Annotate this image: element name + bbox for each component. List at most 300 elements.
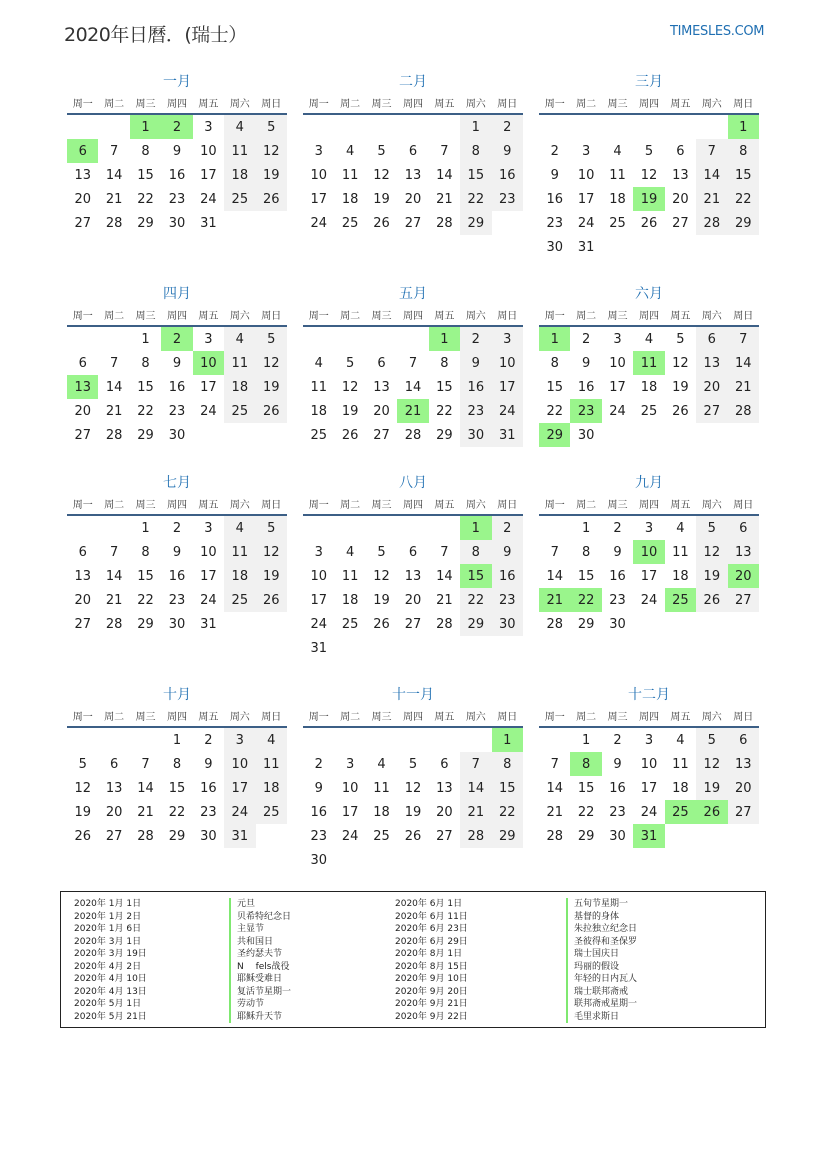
day-cell: 5 <box>676 331 685 347</box>
site-link[interactable]: TIMESLES.COM <box>670 24 765 39</box>
holiday-day-cell: 2 <box>161 327 192 351</box>
day-cell: 1 <box>581 520 591 536</box>
month-name: 十月 <box>163 687 191 703</box>
weekday-label: 周五 <box>434 310 455 322</box>
day-cell: 21 <box>105 403 123 419</box>
empty-cell <box>665 115 696 139</box>
day-cell: 27 <box>404 215 422 231</box>
day-cell: 4 <box>676 520 685 536</box>
day-cell: 26 <box>696 588 727 612</box>
weekday-label: 周日 <box>261 98 282 110</box>
day-cell: 14 <box>436 167 453 183</box>
day-cell: 15 <box>546 379 563 395</box>
weekday-label: 周三 <box>371 310 392 322</box>
weekday-label: 周六 <box>701 711 722 723</box>
day-cell: 28 <box>728 399 759 423</box>
holiday-day-cell: 23 <box>570 399 601 423</box>
weekday-label: 周二 <box>104 711 125 723</box>
weekday-header <box>67 704 287 728</box>
day-cell: 3 <box>224 728 255 752</box>
day-cell: 21 <box>105 191 123 207</box>
holiday-day-cell: 29 <box>539 423 570 447</box>
day-cell: 9 <box>314 780 323 796</box>
weekday-label: 周日 <box>261 499 282 511</box>
day-cell: 18 <box>310 403 327 419</box>
day-cell: 3 <box>492 327 523 351</box>
day-cell: 24 <box>224 800 255 824</box>
holiday-day-cell: 20 <box>728 564 759 588</box>
weekday-label: 周日 <box>733 98 754 110</box>
weekday-label: 周二 <box>576 98 597 110</box>
day-cell: 22 <box>137 592 154 608</box>
day-cell: 12 <box>672 355 689 371</box>
day-cell: 29 <box>436 427 453 443</box>
day-cell: 10 <box>609 355 626 371</box>
day-cell: 22 <box>168 804 186 820</box>
day-cell: 10 <box>200 544 217 560</box>
month-block <box>303 474 523 660</box>
day-cell: 8 <box>440 355 449 371</box>
holiday-name: 劳动节 <box>229 998 291 1011</box>
day-cell: 25 <box>310 427 327 443</box>
empty-cell <box>98 327 129 351</box>
weekday-label: 周三 <box>135 310 156 322</box>
day-cell: 17 <box>640 780 658 796</box>
weekday-label: 周日 <box>497 711 518 723</box>
holiday-date: 2020年 9月 10日 <box>395 974 468 984</box>
empty-cell <box>98 728 129 752</box>
day-cell: 12 <box>640 167 658 183</box>
weekday-label: 周六 <box>229 98 250 110</box>
day-cell: 8 <box>460 139 491 163</box>
weekday-label: 周六 <box>465 98 486 110</box>
holiday-date: 2020年 9月 22日 <box>395 1011 468 1022</box>
day-cell: 25 <box>256 800 287 824</box>
month-block <box>303 686 523 872</box>
weekday-header <box>67 91 287 115</box>
day-cell: 27 <box>373 427 390 443</box>
day-cell: 1 <box>460 115 491 139</box>
weekday-label: 周一 <box>544 310 565 322</box>
day-cell: 17 <box>224 776 255 800</box>
day-cell: 15 <box>577 780 595 796</box>
day-cell: 4 <box>224 115 255 139</box>
day-cell: 28 <box>105 616 123 632</box>
month-name: 七月 <box>163 475 191 491</box>
day-cell: 24 <box>200 403 217 419</box>
day-cell: 25 <box>341 616 359 632</box>
day-cell: 12 <box>256 139 287 163</box>
day-cell: 5 <box>644 143 654 159</box>
day-cell: 16 <box>168 568 186 584</box>
weekday-label: 周五 <box>670 310 691 322</box>
day-cell: 8 <box>550 355 559 371</box>
holiday-date: 2020年 8月 15日 <box>395 961 468 972</box>
day-cell: 30 <box>168 427 186 443</box>
month-name: 六月 <box>635 286 663 302</box>
day-cell: 27 <box>672 215 689 231</box>
day-cell: 29 <box>492 824 523 848</box>
day-cell: 8 <box>172 756 182 772</box>
day-cell: 6 <box>408 544 418 560</box>
holiday-day-cell: 15 <box>460 564 491 588</box>
weekday-label: 周二 <box>576 711 597 723</box>
weekday-label: 周四 <box>166 310 187 322</box>
day-cell: 17 <box>310 191 327 207</box>
day-cell: 30 <box>168 215 186 231</box>
day-cell: 28 <box>137 828 154 844</box>
day-cell: 30 <box>546 239 563 255</box>
holiday-name: 复活节星期一 <box>229 986 291 999</box>
day-cell: 9 <box>492 540 523 564</box>
day-cell: 13 <box>373 379 390 395</box>
holiday-day-cell: 1 <box>728 115 759 139</box>
day-cell: 9 <box>172 544 182 560</box>
day-cell: 24 <box>200 191 217 207</box>
month-block <box>67 474 287 636</box>
day-grid <box>303 327 523 447</box>
day-cell: 21 <box>728 375 759 399</box>
holiday-date: 2020年 6月 1日 <box>395 899 463 909</box>
day-cell: 4 <box>644 331 654 347</box>
weekday-header <box>303 303 523 327</box>
day-cell: 2 <box>613 732 622 748</box>
weekday-label: 周四 <box>166 98 187 110</box>
day-cell: 6 <box>440 756 449 772</box>
holiday-day-cell: 6 <box>67 139 98 163</box>
weekday-label: 周四 <box>402 310 423 322</box>
weekday-label: 周三 <box>607 310 628 322</box>
weekday-label: 周六 <box>465 711 486 723</box>
day-cell: 22 <box>577 804 595 820</box>
holiday-date: 2020年 6月 23日 <box>395 924 468 934</box>
day-cell: 22 <box>728 187 759 211</box>
day-cell: 16 <box>168 167 186 183</box>
holiday-day-cell: 19 <box>633 187 664 211</box>
empty-cell <box>570 115 601 139</box>
day-cell: 29 <box>577 616 595 632</box>
day-cell: 14 <box>404 379 422 395</box>
day-cell: 11 <box>224 540 255 564</box>
day-cell: 1 <box>172 732 182 748</box>
holiday-day-cell: 2 <box>161 115 192 139</box>
weekday-header <box>303 91 523 115</box>
weekday-header <box>67 303 287 327</box>
weekday-label: 周五 <box>198 711 219 723</box>
day-cell: 11 <box>224 351 255 375</box>
weekday-label: 周一 <box>544 711 565 723</box>
empty-cell <box>366 728 397 752</box>
day-cell: 24 <box>492 399 523 423</box>
month-block <box>539 686 759 848</box>
holiday-day-cell: 1 <box>460 516 491 540</box>
holiday-date: 2020年 4月 13日 <box>74 986 147 997</box>
holiday-name: 耶稣受难日 <box>229 973 291 986</box>
day-cell: 16 <box>577 379 595 395</box>
day-cell: 27 <box>105 828 123 844</box>
weekday-label: 周一 <box>544 98 565 110</box>
day-cell: 15 <box>137 379 154 395</box>
holiday-date: 2020年 5月 1日 <box>74 999 142 1009</box>
day-cell: 3 <box>644 732 654 748</box>
empty-cell <box>397 115 428 139</box>
day-cell: 5 <box>696 728 727 752</box>
day-cell: 6 <box>78 355 87 371</box>
day-cell: 2 <box>613 520 622 536</box>
day-grid <box>303 728 523 872</box>
holiday-dates-right <box>395 898 468 1023</box>
day-cell: 12 <box>696 752 727 776</box>
empty-cell <box>98 516 129 540</box>
day-cell: 3 <box>314 143 323 159</box>
day-grid <box>67 728 287 848</box>
holiday-day-cell: 10 <box>633 540 664 564</box>
weekday-header <box>539 492 759 516</box>
day-cell: 27 <box>74 215 91 231</box>
day-cell: 21 <box>137 804 154 820</box>
day-cell: 22 <box>460 588 491 612</box>
month-block <box>539 474 759 636</box>
day-cell: 20 <box>74 403 91 419</box>
day-cell: 9 <box>172 143 182 159</box>
day-cell: 16 <box>546 191 563 207</box>
weekday-label: 周四 <box>638 499 659 511</box>
holiday-names-left <box>229 898 291 1023</box>
day-cell: 27 <box>728 800 759 824</box>
day-cell: 9 <box>581 355 591 371</box>
day-cell: 6 <box>109 756 119 772</box>
weekday-label: 周五 <box>670 711 691 723</box>
weekday-header <box>67 492 287 516</box>
weekday-label: 周六 <box>701 310 722 322</box>
day-cell: 15 <box>728 163 759 187</box>
day-cell: 7 <box>728 327 759 351</box>
holiday-name: 联邦斋戒星期一 <box>566 998 637 1011</box>
day-cell: 13 <box>74 167 91 183</box>
holiday-date: 2020年 9月 20日 <box>395 986 468 997</box>
day-cell: 18 <box>224 564 255 588</box>
day-cell: 13 <box>728 752 759 776</box>
holiday-name: 年轻的日内瓦人 <box>566 973 637 986</box>
day-cell: 13 <box>436 780 453 796</box>
weekday-label: 周四 <box>402 98 423 110</box>
day-cell: 12 <box>341 379 359 395</box>
day-cell: 2 <box>492 115 523 139</box>
day-cell: 1 <box>141 520 150 536</box>
day-cell: 6 <box>676 143 685 159</box>
day-cell: 4 <box>676 732 685 748</box>
day-cell: 23 <box>609 592 626 608</box>
day-cell: 28 <box>546 616 563 632</box>
empty-cell <box>67 115 98 139</box>
day-cell: 29 <box>168 828 186 844</box>
holiday-list <box>60 891 766 1028</box>
day-grid <box>539 327 759 447</box>
day-cell: 18 <box>672 568 689 584</box>
month-name: 五月 <box>399 286 427 302</box>
day-cell: 31 <box>200 616 217 632</box>
day-cell: 16 <box>168 379 186 395</box>
day-cell: 20 <box>696 375 727 399</box>
holiday-date: 2020年 9月 21日 <box>395 999 468 1009</box>
day-cell: 25 <box>640 403 658 419</box>
weekday-label: 周六 <box>701 98 722 110</box>
day-cell: 14 <box>546 780 563 796</box>
day-cell: 26 <box>74 828 91 844</box>
weekday-label: 周五 <box>434 499 455 511</box>
day-cell: 20 <box>74 191 91 207</box>
day-cell: 28 <box>546 828 563 844</box>
day-cell: 31 <box>492 423 523 447</box>
day-cell: 12 <box>74 780 91 796</box>
day-cell: 25 <box>224 588 255 612</box>
weekday-label: 周五 <box>198 98 219 110</box>
day-cell: 18 <box>373 804 390 820</box>
day-cell: 3 <box>581 143 591 159</box>
weekday-label: 周一 <box>72 499 93 511</box>
day-cell: 3 <box>204 331 213 347</box>
month-name: 一月 <box>163 74 191 90</box>
holiday-day-cell: 1 <box>539 327 570 351</box>
day-cell: 16 <box>609 780 626 796</box>
holiday-name: 主显节 <box>229 923 291 936</box>
day-cell: 26 <box>373 616 390 632</box>
month-name: 九月 <box>635 475 663 491</box>
day-cell: 6 <box>696 327 727 351</box>
day-cell: 18 <box>224 375 255 399</box>
day-cell: 15 <box>460 163 491 187</box>
day-cell: 24 <box>310 215 327 231</box>
holiday-day-cell: 11 <box>633 351 664 375</box>
day-cell: 30 <box>200 828 217 844</box>
day-cell: 3 <box>644 520 654 536</box>
empty-cell <box>366 516 397 540</box>
day-cell: 7 <box>550 756 559 772</box>
day-cell: 11 <box>672 756 689 772</box>
day-cell: 13 <box>728 540 759 564</box>
weekday-header <box>303 492 523 516</box>
month-name: 二月 <box>399 74 427 90</box>
holiday-name: 贝希特纪念日 <box>229 911 291 924</box>
holiday-names-right <box>566 898 637 1023</box>
weekday-label: 周三 <box>607 711 628 723</box>
month-block <box>539 73 759 259</box>
day-cell: 15 <box>436 379 453 395</box>
day-cell: 5 <box>377 544 386 560</box>
day-cell: 21 <box>696 187 727 211</box>
day-grid <box>303 516 523 660</box>
empty-cell <box>334 516 365 540</box>
weekday-label: 周六 <box>465 310 486 322</box>
day-cell: 2 <box>460 327 491 351</box>
day-cell: 10 <box>224 752 255 776</box>
holiday-name: 元旦 <box>229 898 291 911</box>
day-cell: 11 <box>609 167 626 183</box>
day-cell: 28 <box>105 427 123 443</box>
day-cell: 8 <box>460 540 491 564</box>
day-cell: 23 <box>460 399 491 423</box>
day-cell: 26 <box>404 828 422 844</box>
empty-cell <box>460 728 491 752</box>
day-cell: 9 <box>613 756 622 772</box>
day-cell: 18 <box>341 191 359 207</box>
day-cell: 2 <box>492 516 523 540</box>
day-cell: 25 <box>341 215 359 231</box>
weekday-label: 周四 <box>638 711 659 723</box>
day-cell: 23 <box>168 191 186 207</box>
empty-cell <box>67 728 98 752</box>
day-cell: 22 <box>460 187 491 211</box>
empty-cell <box>98 115 129 139</box>
day-cell: 26 <box>672 403 689 419</box>
weekday-label: 周二 <box>104 310 125 322</box>
holiday-day-cell: 31 <box>633 824 664 848</box>
day-cell: 19 <box>341 403 359 419</box>
weekday-label: 周四 <box>402 499 423 511</box>
day-cell: 18 <box>672 780 689 796</box>
empty-cell <box>366 115 397 139</box>
day-cell: 20 <box>404 191 422 207</box>
day-cell: 5 <box>256 327 287 351</box>
day-cell: 2 <box>314 756 323 772</box>
day-cell: 22 <box>546 403 563 419</box>
day-cell: 19 <box>373 592 390 608</box>
weekday-label: 周日 <box>497 98 518 110</box>
weekday-label: 周五 <box>434 98 455 110</box>
day-cell: 1 <box>581 732 591 748</box>
day-cell: 14 <box>546 568 563 584</box>
day-cell: 14 <box>105 167 123 183</box>
day-cell: 14 <box>137 780 154 796</box>
holiday-name: 五旬节星期一 <box>566 898 637 911</box>
month-name: 八月 <box>399 475 427 491</box>
day-cell: 29 <box>577 828 595 844</box>
day-cell: 23 <box>492 187 523 211</box>
day-cell: 17 <box>200 379 217 395</box>
day-cell: 20 <box>672 191 689 207</box>
month-block <box>539 285 759 447</box>
day-cell: 14 <box>728 351 759 375</box>
weekday-label: 周三 <box>607 499 628 511</box>
day-cell: 26 <box>341 427 359 443</box>
day-cell: 15 <box>137 568 154 584</box>
day-cell: 26 <box>640 215 658 231</box>
day-cell: 5 <box>256 516 287 540</box>
weekday-label: 周二 <box>340 310 361 322</box>
day-cell: 24 <box>341 828 359 844</box>
day-cell: 27 <box>404 616 422 632</box>
day-cell: 22 <box>436 403 453 419</box>
day-cell: 4 <box>256 728 287 752</box>
weekday-label: 周六 <box>229 711 250 723</box>
weekday-label: 周三 <box>135 98 156 110</box>
day-cell: 27 <box>728 588 759 612</box>
day-cell: 10 <box>341 780 359 796</box>
empty-cell <box>397 516 428 540</box>
weekday-label: 周三 <box>371 711 392 723</box>
day-cell: 25 <box>224 187 255 211</box>
day-cell: 8 <box>141 143 150 159</box>
day-cell: 18 <box>640 379 658 395</box>
day-cell: 6 <box>728 728 759 752</box>
day-cell: 9 <box>460 351 491 375</box>
day-cell: 26 <box>256 588 287 612</box>
day-cell: 27 <box>436 828 453 844</box>
empty-cell <box>429 728 460 752</box>
empty-cell <box>366 327 397 351</box>
day-cell: 16 <box>460 375 491 399</box>
day-cell: 8 <box>141 544 150 560</box>
